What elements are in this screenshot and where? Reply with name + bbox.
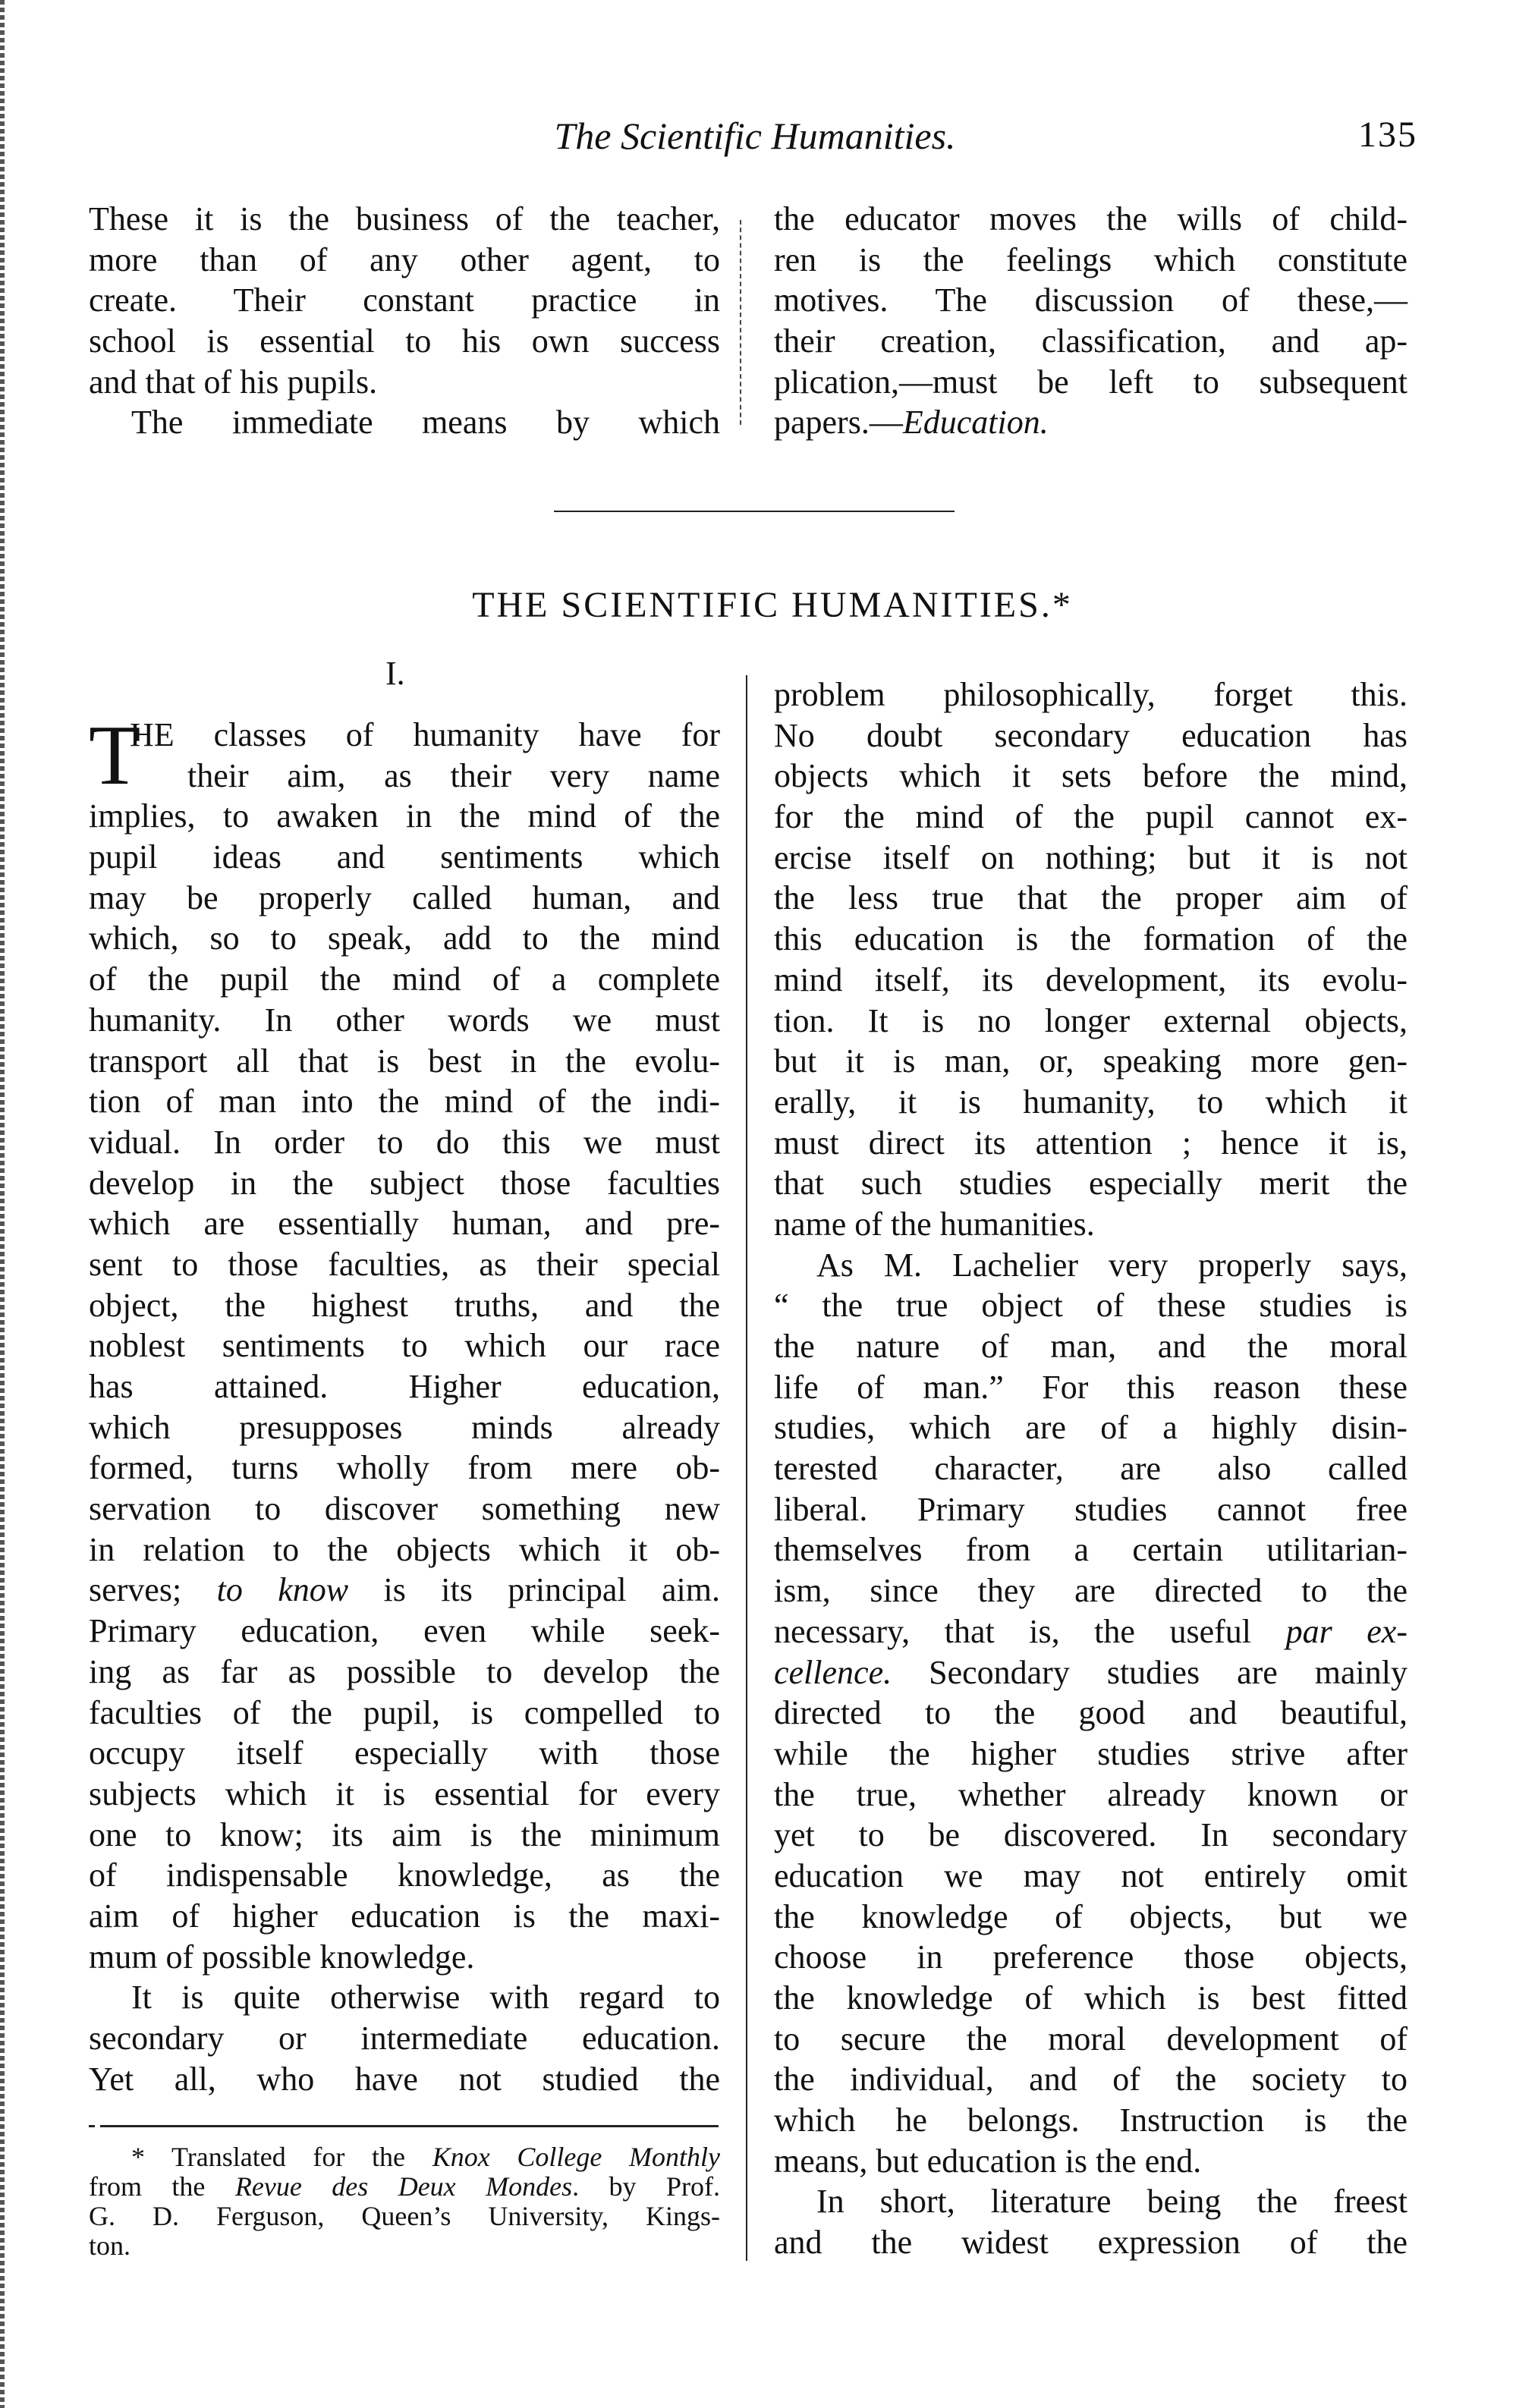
page-number: 135	[1358, 115, 1417, 155]
text-run: of indispensable knowledge, as the	[89, 1856, 720, 1894]
text-line	[89, 1570, 720, 1611]
text-line	[774, 362, 1407, 403]
article-left-column	[89, 709, 720, 2099]
text-line	[89, 199, 720, 240]
text-run: vidual. In order to do this we must	[89, 1123, 720, 1161]
text-line	[89, 1122, 720, 1163]
text-line	[774, 2222, 1407, 2263]
text-run: The immediate means by which	[131, 404, 720, 442]
text-run: the educator moves the wills of child-	[774, 200, 1407, 237]
text-run: yet to be discovered. In secondary	[774, 1816, 1407, 1854]
text-line	[89, 878, 720, 919]
text-line	[774, 1978, 1407, 2019]
text-line	[774, 1041, 1407, 1082]
text-line	[774, 1285, 1407, 1326]
text-line	[774, 878, 1407, 919]
text-run: one to know; its aim is the minimum	[89, 1815, 720, 1853]
text-run: Primary education, even while seek-	[89, 1612, 720, 1650]
text-line	[774, 1652, 1407, 1693]
text-run: this education is the formation of the	[774, 920, 1407, 958]
text-run: create. Their constant practice in	[89, 281, 720, 319]
text-run: ton.	[89, 2230, 131, 2261]
text-line	[89, 1325, 720, 1366]
text-line	[89, 240, 720, 281]
text-run: to secure the moral development of	[774, 2020, 1407, 2057]
italic-text-run: to know	[216, 1571, 349, 1609]
text-run: which are essentially human, and pre-	[89, 1205, 720, 1243]
text-line	[89, 1937, 720, 1978]
text-run: necessary, that is, the useful	[774, 1612, 1286, 1650]
text-run: name of the humanities.	[774, 1205, 1095, 1243]
text-line	[774, 2100, 1407, 2141]
text-run: papers.—	[774, 404, 903, 442]
text-run: more than of any other agent, to	[89, 240, 720, 278]
text-run: is its principal aim.	[348, 1571, 720, 1609]
column-rule	[740, 220, 741, 425]
text-line	[774, 1001, 1407, 1042]
text-run: servation to discover something new	[89, 1490, 720, 1528]
text-run: objects which it sets before the mind,	[774, 757, 1407, 795]
text-run: education we may not entirely omit	[774, 1856, 1407, 1894]
text-line	[89, 1041, 720, 1082]
text-run: that such studies especially merit the	[774, 1165, 1407, 1202]
text-line	[774, 674, 1407, 715]
text-line	[774, 1407, 1407, 1448]
section-number: I.	[385, 655, 405, 692]
text-line	[774, 919, 1407, 960]
text-run: from the	[89, 2171, 235, 2202]
text-run: the knowledge of objects, but we	[774, 1897, 1407, 1935]
text-line	[774, 1082, 1407, 1123]
text-run: which he belongs. Instruction is the	[774, 2101, 1407, 2139]
text-run: tion of man into the mind of the indi-	[89, 1083, 720, 1121]
text-line	[774, 280, 1407, 321]
column-rule	[746, 675, 747, 2261]
text-run: problem philosophically, forget this.	[774, 676, 1407, 713]
text-line	[89, 1855, 720, 1896]
text-line	[774, 838, 1407, 879]
text-line	[89, 2059, 720, 2100]
text-run: Yet all, who have not studied the	[89, 2060, 720, 2098]
text-run: * Translated for the	[131, 2142, 432, 2172]
text-line	[89, 1529, 720, 1570]
drop-cap: T	[89, 709, 141, 803]
text-line	[89, 1000, 720, 1041]
text-line	[774, 1734, 1407, 1775]
text-run: “ the true object of these studies is	[774, 1287, 1407, 1325]
text-run: means, but education is the end.	[774, 2142, 1202, 2180]
text-line	[89, 2202, 720, 2231]
text-line	[89, 1366, 720, 1407]
text-line	[89, 1163, 720, 1204]
text-line	[774, 756, 1407, 797]
italic-text-run: Knox College Monthly	[432, 2142, 721, 2172]
article-title: THE SCIENTIFIC HUMANITIES.*	[472, 585, 1073, 625]
text-line	[89, 1774, 720, 1815]
text-line	[774, 1897, 1407, 1938]
text-line	[774, 240, 1407, 281]
text-line	[774, 1611, 1407, 1652]
text-run: develop in the subject those faculties	[89, 1164, 720, 1202]
text-line	[89, 1285, 720, 1326]
text-line	[774, 1163, 1407, 1204]
text-run: motives. The discussion of these,—	[774, 281, 1407, 319]
text-run: As M. Lachelier very properly says,	[816, 1246, 1407, 1284]
text-run: transport all that is best in the evolu-	[89, 1042, 720, 1080]
text-run: the nature of man, and the moral	[774, 1328, 1407, 1365]
text-run: implies, to awaken in the mind of the	[89, 797, 720, 835]
text-line	[774, 1570, 1407, 1611]
text-line	[89, 837, 720, 878]
text-line	[774, 199, 1407, 240]
text-run: the less true that the proper aim of	[774, 879, 1407, 917]
text-run: faculties of the pupil, is compelled to	[89, 1693, 720, 1731]
text-line	[89, 1611, 720, 1652]
text-run: for the mind of the pupil cannot ex-	[774, 798, 1407, 836]
text-line	[89, 1977, 720, 2018]
italic-text-run: cellence.	[774, 1653, 892, 1691]
text-line	[89, 2231, 720, 2261]
previous-article-left-column	[89, 199, 720, 443]
footnote	[89, 2142, 720, 2261]
text-run: noblest sentiments to which our race	[89, 1327, 720, 1365]
text-run: erally, it is humanity, to which it	[774, 1083, 1407, 1121]
text-run: may be properly called human, and	[89, 879, 720, 916]
text-line	[774, 1775, 1407, 1815]
text-line	[774, 1529, 1407, 1570]
text-line	[774, 1367, 1407, 1408]
text-run: choose in preference those objects,	[774, 1938, 1407, 1976]
text-run: and the widest expression of the	[774, 2224, 1407, 2262]
text-run: the individual, and of the society to	[774, 2061, 1407, 2098]
text-run: the true, whether already known or	[774, 1775, 1407, 1813]
text-line	[774, 1856, 1407, 1897]
text-line	[89, 1407, 720, 1448]
text-line	[774, 1693, 1407, 1734]
text-run: must direct its attention ; hence it is,	[774, 1124, 1407, 1162]
text-run: which presupposes minds already	[89, 1408, 720, 1446]
text-run: terested character, are also called	[774, 1450, 1407, 1488]
text-line	[89, 959, 720, 1000]
text-run: Secondary studies are mainly	[892, 1653, 1407, 1691]
text-line	[89, 362, 720, 403]
text-run: mum of possible knowledge.	[89, 1938, 475, 1976]
text-line	[89, 1244, 720, 1285]
previous-article-right-column	[774, 199, 1407, 443]
text-run: . by Prof.	[572, 2171, 720, 2202]
text-run: tion. It is no longer external objects,	[774, 1001, 1407, 1039]
text-run: G. D. Ferguson, Queen’s University, Kings-	[89, 2201, 720, 2231]
text-line	[89, 756, 720, 797]
text-line	[89, 1693, 720, 1734]
text-line	[774, 2019, 1407, 2060]
text-run: ren is the feelings which constitute	[774, 240, 1407, 278]
text-line	[774, 2141, 1407, 2182]
text-run: No doubt secondary education has	[774, 716, 1407, 754]
text-run: sent to those faculties, as their special	[89, 1245, 720, 1283]
text-run: ism, since they are directed to the	[774, 1572, 1407, 1610]
text-line	[89, 2142, 720, 2172]
text-line	[774, 402, 1407, 443]
text-run: of the pupil the mind of a complete	[89, 960, 720, 998]
text-line	[89, 1488, 720, 1529]
text-run: pupil ideas and sentiments which	[89, 838, 720, 876]
text-line	[774, 1937, 1407, 1978]
text-line	[774, 1204, 1407, 1245]
text-run: serves;	[89, 1571, 217, 1609]
text-run: liberal. Primary studies cannot free	[774, 1490, 1407, 1528]
text-line	[89, 715, 720, 756]
text-line	[774, 2181, 1407, 2222]
text-line	[89, 1815, 720, 1856]
text-line	[774, 960, 1407, 1001]
text-line	[89, 918, 720, 959]
text-run: humanity. In other words we must	[89, 1001, 720, 1039]
text-line	[89, 2172, 720, 2202]
text-run: themselves from a certain utilitarian-	[774, 1531, 1407, 1569]
text-run: plication,—must be left to subsequent	[774, 363, 1407, 401]
text-run: object, the highest truths, and the	[89, 1286, 720, 1324]
text-run: in relation to the objects which it ob-	[89, 1530, 720, 1568]
text-run: mind itself, its development, its evolu-	[774, 960, 1407, 998]
scan-edge	[0, 0, 5, 2408]
text-line	[774, 1815, 1407, 1856]
footnote-rule-dash	[89, 2125, 95, 2127]
article-right-column	[774, 674, 1407, 2263]
text-run: In short, literature being the freest	[816, 2183, 1407, 2221]
text-line	[89, 402, 720, 443]
italic-text-run: Revue des Deux Mondes	[234, 2171, 573, 2202]
text-line	[89, 1203, 720, 1244]
text-line	[774, 321, 1407, 362]
text-line	[774, 1448, 1407, 1489]
text-run: HE classes of humanity have for	[130, 716, 720, 753]
text-run: secondary or intermediate education.	[89, 2020, 720, 2057]
text-run: ing as far as possible to develop the	[89, 1652, 720, 1690]
section-divider	[554, 511, 955, 512]
text-run: which, so to speak, add to the mind	[89, 920, 720, 957]
text-run: occupy itself especially with those	[89, 1734, 720, 1772]
text-line	[89, 280, 720, 321]
text-line	[774, 715, 1407, 756]
text-line	[89, 321, 720, 362]
text-run: It is quite otherwise with regard to	[131, 1979, 720, 2017]
text-line	[89, 796, 720, 837]
text-line	[774, 797, 1407, 838]
text-line	[89, 1896, 720, 1937]
text-line	[89, 1448, 720, 1488]
footnote-rule	[100, 2125, 719, 2127]
text-line	[89, 1081, 720, 1122]
text-run: their aim, as their very name	[187, 756, 720, 794]
text-line	[774, 1326, 1407, 1367]
text-run: life of man.” For this reason these	[774, 1368, 1407, 1406]
text-run: ercise itself on nothing; but it is not	[774, 838, 1407, 876]
text-run: while the higher studies strive after	[774, 1734, 1407, 1772]
text-run: has attained. Higher education,	[89, 1368, 720, 1405]
text-run: formed, turns wholly from mere ob-	[89, 1449, 720, 1487]
text-run: school is essential to his own success	[89, 322, 720, 360]
text-run: These it is the business of the teacher,	[89, 200, 720, 237]
text-run: their creation, classification, and ap-	[774, 322, 1407, 360]
text-line	[89, 1652, 720, 1693]
running-title: The Scientific Humanities.	[554, 115, 956, 157]
text-run: and that of his pupils.	[89, 363, 378, 401]
text-line	[89, 2018, 720, 2059]
text-line	[89, 1733, 720, 1774]
text-run: but it is man, or, speaking more gen-	[774, 1042, 1407, 1080]
text-line	[774, 1489, 1407, 1530]
text-run: studies, which are of a highly disin-	[774, 1409, 1407, 1447]
text-run: the knowledge of which is best fitted	[774, 1979, 1407, 2017]
text-run: directed to the good and beautiful,	[774, 1694, 1407, 1732]
text-run: subjects which it is essential for every	[89, 1775, 720, 1812]
text-line	[774, 2059, 1407, 2100]
text-run: aim of higher education is the maxi-	[89, 1897, 720, 1935]
italic-text-run: par ex-	[1285, 1612, 1407, 1650]
italic-text-run: Education.	[902, 404, 1049, 442]
text-line	[774, 1123, 1407, 1164]
text-line	[774, 1245, 1407, 1286]
